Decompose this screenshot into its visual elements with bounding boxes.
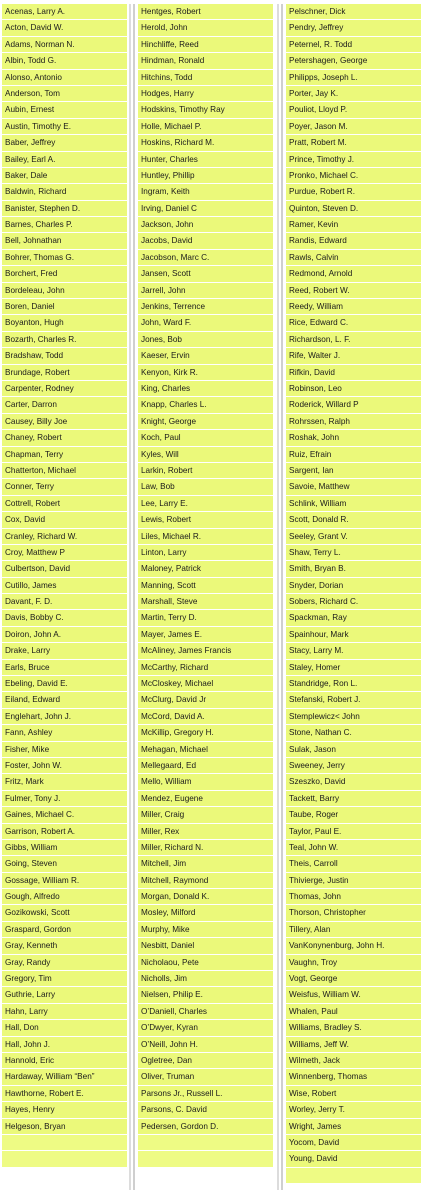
name-cell: Gibbs, William <box>2 840 127 855</box>
name-cell: Parsons, C. David <box>138 1102 273 1117</box>
name-cell: Bordeleau, John <box>2 283 127 298</box>
name-cell: Hawthorne, Robert E. <box>2 1086 127 1101</box>
name-cell: Theis, Carroll <box>286 856 421 871</box>
name-cell: Carpenter, Rodney <box>2 381 127 396</box>
name-cell: Wright, James <box>286 1119 421 1134</box>
name-cell: Baldwin, Richard <box>2 184 127 199</box>
name-cell: Mendez, Eugene <box>138 791 273 806</box>
name-cell: Banister, Stephen D. <box>2 201 127 216</box>
name-cell: Spainhour, Mark <box>286 627 421 642</box>
name-cell: Hitchins, Todd <box>138 70 273 85</box>
name-cell: Vogt, George <box>286 971 421 986</box>
name-cell: Hall, Don <box>2 1020 127 1035</box>
name-cell: Smith, Bryan B. <box>286 561 421 576</box>
name-cell: Nesbitt, Daniel <box>138 938 273 953</box>
name-cell: Pelschner, Dick <box>286 4 421 19</box>
name-cell: Hentges, Robert <box>138 4 273 19</box>
name-cell: Jacobs, David <box>138 233 273 248</box>
name-cell: Taube, Roger <box>286 807 421 822</box>
name-cell: McCord, David A. <box>138 709 273 724</box>
empty-cell <box>286 1168 421 1183</box>
column-divider-right <box>277 4 279 1190</box>
name-cell: Hahn, Larry <box>2 1004 127 1019</box>
name-cell: Stone, Nathan C. <box>286 725 421 740</box>
name-cell: Drake, Larry <box>2 643 127 658</box>
name-cell: Savoie, Matthew <box>286 479 421 494</box>
name-cell: Miller, Rex <box>138 824 273 839</box>
name-cell: Ogletree, Dan <box>138 1053 273 1068</box>
name-cell: Jones, Bob <box>138 332 273 347</box>
name-cell: Purdue, Robert R. <box>286 184 421 199</box>
name-cell: Huntley, Phillip <box>138 168 273 183</box>
name-cell: Robinson, Leo <box>286 381 421 396</box>
name-cell: Morgan, Donald K. <box>138 889 273 904</box>
name-cell: Bell, Johnathan <box>2 233 127 248</box>
name-cell: Hindman, Ronald <box>138 53 273 68</box>
name-cell: Conner, Terry <box>2 479 127 494</box>
name-cell: Fritz, Mark <box>2 774 127 789</box>
name-cell: Holle, Michael P. <box>138 119 273 134</box>
name-cell: King, Charles <box>138 381 273 396</box>
name-cell: John, Ward F. <box>138 315 273 330</box>
name-cell: Rice, Edward C. <box>286 315 421 330</box>
name-cell: Thorson, Christopher <box>286 905 421 920</box>
names-column-1 <box>2 4 127 1168</box>
name-cell: Guthrie, Larry <box>2 987 127 1002</box>
name-cell: Lee, Larry E. <box>138 496 273 511</box>
name-cell: Staley, Homer <box>286 660 421 675</box>
name-cell: Sweeney, Jerry <box>286 758 421 773</box>
name-cell: Borchert, Fred <box>2 266 127 281</box>
name-cell: Irving, Daniel C <box>138 201 273 216</box>
empty-cell <box>2 1135 127 1150</box>
name-cell: Lewis, Robert <box>138 512 273 527</box>
name-cell: Jarrell, John <box>138 283 273 298</box>
name-cell: Martin, Terry D. <box>138 610 273 625</box>
name-cell: Koch, Paul <box>138 430 273 445</box>
name-cell: Hodskins, Timothy Ray <box>138 102 273 117</box>
name-cell: Hoskins, Richard M. <box>138 135 273 150</box>
name-cell: Philipps, Joseph L. <box>286 70 421 85</box>
name-cell: Randis, Edward <box>286 233 421 248</box>
name-cell: McClurg, David Jr <box>138 692 273 707</box>
name-cell: Sulak, Jason <box>286 742 421 757</box>
name-cell: Ruiz, Efrain <box>286 447 421 462</box>
name-cell: Seeley, Grant V. <box>286 529 421 544</box>
name-cell: Rawls, Calvin <box>286 250 421 265</box>
name-cell: Rohrssen, Ralph <box>286 414 421 429</box>
name-cell: Tackett, Barry <box>286 791 421 806</box>
name-cell: Manning, Scott <box>138 578 273 593</box>
name-cell: Hardaway, William “Ben” <box>2 1069 127 1084</box>
name-cell: Reedy, William <box>286 299 421 314</box>
name-cell: Shaw, Terry L. <box>286 545 421 560</box>
name-cell: Miller, Richard N. <box>138 840 273 855</box>
names-column-2 <box>138 4 273 1168</box>
name-cell: Chatterton, Michael <box>2 463 127 478</box>
name-cell: O’Daniell, Charles <box>138 1004 273 1019</box>
name-cell: Mitchell, Raymond <box>138 873 273 888</box>
name-cell: Mitchell, Jim <box>138 856 273 871</box>
name-cell: Thivierge, Justin <box>286 873 421 888</box>
name-cell: Gaines, Michael C. <box>2 807 127 822</box>
empty-cell <box>138 1151 273 1166</box>
name-cell: Ingram, Keith <box>138 184 273 199</box>
name-cell: Vaughn, Troy <box>286 955 421 970</box>
name-cell: Winnenberg, Thomas <box>286 1069 421 1084</box>
name-cell: Croy, Matthew P <box>2 545 127 560</box>
name-cell: Pedersen, Gordon D. <box>138 1119 273 1134</box>
name-cell: Tillery, Alan <box>286 922 421 937</box>
name-cell: Foster, John W. <box>2 758 127 773</box>
name-cell: Helgeson, Bryan <box>2 1119 127 1134</box>
name-cell: Ramer, Kevin <box>286 217 421 232</box>
name-cell: Kyles, Will <box>138 447 273 462</box>
name-cell: Fulmer, Tony J. <box>2 791 127 806</box>
column-divider-right-inner <box>281 4 283 1190</box>
name-cell: O’Dwyer, Kyran <box>138 1020 273 1035</box>
name-cell: Anderson, Tom <box>2 86 127 101</box>
name-cell: Baker, Dale <box>2 168 127 183</box>
name-cell: Porter, Jay K. <box>286 86 421 101</box>
name-cell: Hodges, Harry <box>138 86 273 101</box>
name-cell: Young, David <box>286 1151 421 1166</box>
name-cell: Roshak, John <box>286 430 421 445</box>
name-cell: Causey, Billy Joe <box>2 414 127 429</box>
name-cell: Nielsen, Philip E. <box>138 987 273 1002</box>
name-cell: Stefanski, Robert J. <box>286 692 421 707</box>
name-cell: Nicholaou, Pete <box>138 955 273 970</box>
name-cell: Prince, Timothy J. <box>286 152 421 167</box>
column-divider-left-inner <box>133 4 135 1190</box>
name-cell: Redmond, Arnold <box>286 266 421 281</box>
name-cell: Kenyon, Kirk R. <box>138 365 273 380</box>
name-cell: Boyanton, Hugh <box>2 315 127 330</box>
name-cell: Stemplewicz< John <box>286 709 421 724</box>
name-cell: Hayes, Henry <box>2 1102 127 1117</box>
name-cell: Adams, Norman N. <box>2 37 127 52</box>
name-cell: Thomas, John <box>286 889 421 904</box>
name-cell: Davis, Bobby C. <box>2 610 127 625</box>
name-cell: Brundage, Robert <box>2 365 127 380</box>
name-cell: Schlink, William <box>286 496 421 511</box>
name-cell: Bohrer, Thomas G. <box>2 250 127 265</box>
name-cell: Baber, Jeffrey <box>2 135 127 150</box>
name-cell: Knight, George <box>138 414 273 429</box>
name-cell: Roderick, Willard P <box>286 397 421 412</box>
name-cell: Stacy, Larry M. <box>286 643 421 658</box>
name-cell: Rife, Walter J. <box>286 348 421 363</box>
name-cell: Cranley, Richard W. <box>2 529 127 544</box>
names-column-3 <box>286 4 421 1184</box>
name-cell: Knapp, Charles L. <box>138 397 273 412</box>
name-cell: Earls, Bruce <box>2 660 127 675</box>
name-cell: Gray, Randy <box>2 955 127 970</box>
name-cell: Petershagen, George <box>286 53 421 68</box>
name-cell: Going, Steven <box>2 856 127 871</box>
name-cell: Rifkin, David <box>286 365 421 380</box>
name-cell: Standridge, Ron L. <box>286 676 421 691</box>
name-cell: Taylor, Paul E. <box>286 824 421 839</box>
name-cell: Mayer, James E. <box>138 627 273 642</box>
name-cell: Eiland, Edward <box>2 692 127 707</box>
name-cell: Worley, Jerry T. <box>286 1102 421 1117</box>
name-cell: Gregory, Tim <box>2 971 127 986</box>
name-cell: Linton, Larry <box>138 545 273 560</box>
name-cell: McAliney, James Francis <box>138 643 273 658</box>
name-cell: Mosley, Milford <box>138 905 273 920</box>
name-cell: McCarthy, Richard <box>138 660 273 675</box>
name-cell: Pronko, Michael C. <box>286 168 421 183</box>
name-cell: Reed, Robert W. <box>286 283 421 298</box>
name-cell: Scott, Donald R. <box>286 512 421 527</box>
name-cell: Bradshaw, Todd <box>2 348 127 363</box>
name-cell: Pendry, Jeffrey <box>286 20 421 35</box>
name-cell: Whalen, Paul <box>286 1004 421 1019</box>
name-cell: Hinchliffe, Reed <box>138 37 273 52</box>
empty-cell <box>138 1135 273 1150</box>
name-cell: Chapman, Terry <box>2 447 127 462</box>
name-cell: Richardson, L. F. <box>286 332 421 347</box>
name-cell: Mehagan, Michael <box>138 742 273 757</box>
name-cell: Snyder, Dorian <box>286 578 421 593</box>
name-cell: Jansen, Scott <box>138 266 273 281</box>
name-cell: Mello, William <box>138 774 273 789</box>
name-cell: Oliver, Truman <box>138 1069 273 1084</box>
name-cell: Acenas, Larry A. <box>2 4 127 19</box>
name-cell: Poyer, Jason M. <box>286 119 421 134</box>
name-cell: Pratt, Robert M. <box>286 135 421 150</box>
name-cell: Spackman, Ray <box>286 610 421 625</box>
name-cell: Gough, Alfredo <box>2 889 127 904</box>
name-cell: Fann, Ashley <box>2 725 127 740</box>
name-cell: Miller, Craig <box>138 807 273 822</box>
name-cell: O’Neill, John H. <box>138 1037 273 1052</box>
name-cell: Wilmeth, Jack <box>286 1053 421 1068</box>
name-cell: Carter, Darron <box>2 397 127 412</box>
name-cell: Cutillo, James <box>2 578 127 593</box>
name-cell: Williams, Jeff W. <box>286 1037 421 1052</box>
name-cell: Maloney, Patrick <box>138 561 273 576</box>
column-divider-left <box>129 4 131 1190</box>
name-cell: Teal, John W. <box>286 840 421 855</box>
name-cell: Bailey, Earl A. <box>2 152 127 167</box>
name-cell: Weisfus, William W. <box>286 987 421 1002</box>
name-cell: Pouliot, Lloyd P. <box>286 102 421 117</box>
name-cell: Barnes, Charles P. <box>2 217 127 232</box>
name-cell: Hall, John J. <box>2 1037 127 1052</box>
name-cell: Cox, David <box>2 512 127 527</box>
empty-cell <box>2 1151 127 1166</box>
name-cell: McKillip, Gregory H. <box>138 725 273 740</box>
name-cell: Peternel, R. Todd <box>286 37 421 52</box>
name-cell: Englehart, John J. <box>2 709 127 724</box>
name-cell: Chaney, Robert <box>2 430 127 445</box>
name-cell: Jackson, John <box>138 217 273 232</box>
name-cell: Alonso, Antonio <box>2 70 127 85</box>
name-cell: Gray, Kenneth <box>2 938 127 953</box>
name-cell: Hunter, Charles <box>138 152 273 167</box>
name-cell: Culbertson, David <box>2 561 127 576</box>
name-cell: Doiron, John A. <box>2 627 127 642</box>
name-cell: Gozikowski, Scott <box>2 905 127 920</box>
name-cell: Jacobson, Marc C. <box>138 250 273 265</box>
name-cell: Williams, Bradley S. <box>286 1020 421 1035</box>
name-cell: Liles, Michael R. <box>138 529 273 544</box>
name-cell: Gossage, William R. <box>2 873 127 888</box>
name-cell: Parsons Jr., Russell L. <box>138 1086 273 1101</box>
name-cell: Cottrell, Robert <box>2 496 127 511</box>
name-cell: Yocom, David <box>286 1135 421 1150</box>
name-cell: Hannold, Eric <box>2 1053 127 1068</box>
name-cell: Boren, Daniel <box>2 299 127 314</box>
name-cell: Larkin, Robert <box>138 463 273 478</box>
name-cell: VanKonynenburg, John H. <box>286 938 421 953</box>
name-cell: Herold, John <box>138 20 273 35</box>
name-cell: Ebeling, David E. <box>2 676 127 691</box>
name-cell: Wise, Robert <box>286 1086 421 1101</box>
name-cell: Nicholls, Jim <box>138 971 273 986</box>
name-cell: Szeszko, David <box>286 774 421 789</box>
name-cell: Aubin, Ernest <box>2 102 127 117</box>
name-cell: Fisher, Mike <box>2 742 127 757</box>
name-cell: McCloskey, Michael <box>138 676 273 691</box>
name-cell: Quinton, Steven D. <box>286 201 421 216</box>
name-cell: Mellegaard, Ed <box>138 758 273 773</box>
name-cell: Acton, David W. <box>2 20 127 35</box>
name-cell: Sobers, Richard C. <box>286 594 421 609</box>
name-cell: Graspard, Gordon <box>2 922 127 937</box>
name-cell: Bozarth, Charles R. <box>2 332 127 347</box>
name-cell: Kaeser, Ervin <box>138 348 273 363</box>
name-cell: Davant, F. D. <box>2 594 127 609</box>
name-cell: Albin, Todd G. <box>2 53 127 68</box>
name-cell: Jenkins, Terrence <box>138 299 273 314</box>
name-cell: Garrison, Robert A. <box>2 824 127 839</box>
name-cell: Murphy, Mike <box>138 922 273 937</box>
name-cell: Law, Bob <box>138 479 273 494</box>
name-cell: Sargent, Ian <box>286 463 421 478</box>
name-cell: Austin, Timothy E. <box>2 119 127 134</box>
name-cell: Marshall, Steve <box>138 594 273 609</box>
